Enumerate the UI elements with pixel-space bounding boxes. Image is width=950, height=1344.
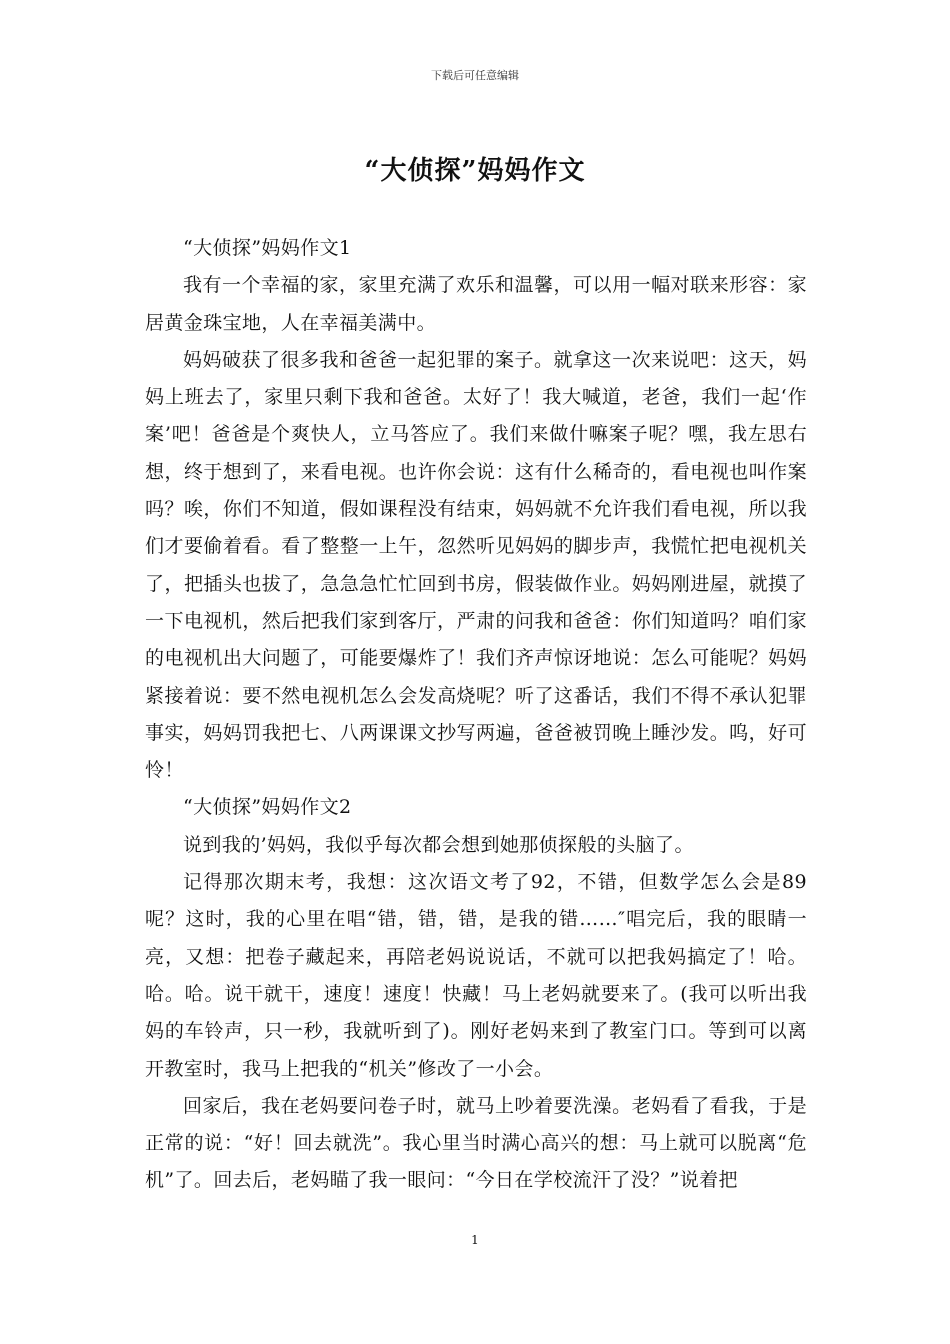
- section-heading: “大侦探”妈妈作文2: [183, 796, 352, 819]
- paragraph: 我有一个幸福的家，家里充满了欢乐和温馨，可以用一幅对联来形容：家居黄金珠宝地，人在幸福美满中。: [145, 274, 807, 334]
- paragraph: 回家后，我在老妈要问卷子时，就马上吵着要洗澡。老妈看了看我，于是正常的说：“好！回去就洗”。我心里当时满心高兴的想：马上就可以脱离“危机”了。回去后，老妈瞄了我一眼问：“今日在学校流汗了没？”说着把: [145, 1094, 807, 1192]
- document-title: “大侦探”妈妈作文: [364, 156, 586, 186]
- section-heading: “大侦探”妈妈作文1: [183, 237, 352, 259]
- paragraph: 说到我的’妈妈，我似乎每次都会想到她那侦探般的头脑了。: [183, 833, 694, 856]
- paragraph: 妈妈破获了很多我和爸爸一起犯罪的案子。就拿这一次来说吧：这天，妈妈上班去了，家里只剩下我和爸爸。太好了！我大喊道，老爸，我们一起‘作案’吧！爸爸是个爽快人，立马答应了。我们来做什嘛案子呢？嘿，我左思右想，终于想到了，来看电视。也许你会说：这有什么稀奇的，看电视也叫作案吗？唉，你们不知道，假如课程没有结束，妈妈就不允许我们看电视，所以我们才要偷着看。看了整整一上午，忽然听见妈妈的脚步声，我慌忙把电视机关了，把插头也拔了，急急急忙忙回到书房，假装做作业。妈妈刚进屋，就摸了一下电视机，然后把我们家到客厅，严肃的问我和爸爸：你们知道吗？咱们家的电视机出大问题了，可能要爆炸了！我们齐声惊讶地说：怎么可能呢？妈妈紧接着说：要不然电视机怎么会发高烧呢？听了这番话，我们不得不承认犯罪事实，妈妈罚我把七、八两课课文抄写两遍，爸爸被罚晚上睡沙发。呜，好可怜！: [145, 348, 807, 782]
- page-number: 1: [471, 1233, 479, 1247]
- paragraph: 记得那次期末考，我想：这次语文考了92，不错，但数学怎么会是89呢？这时，我的心里在唱“错，错，错，是我的错……″唱完后，我的眼睛一亮，又想：把卷子藏起来，再陪老妈说说话，不就可以把我妈搞定了！哈。哈。哈。说干就干，速度！速度！快藏！马上老妈就要来了。(我可以听出我妈的车铃声，只一秒，我就听到了)。刚好老妈来到了教室门口。等到可以离开教室时，我马上把我的“机关”修改了一小会。: [145, 871, 807, 1080]
- document-body: [145, 230, 807, 1200]
- header-note: 下载后可任意编辑: [431, 69, 519, 82]
